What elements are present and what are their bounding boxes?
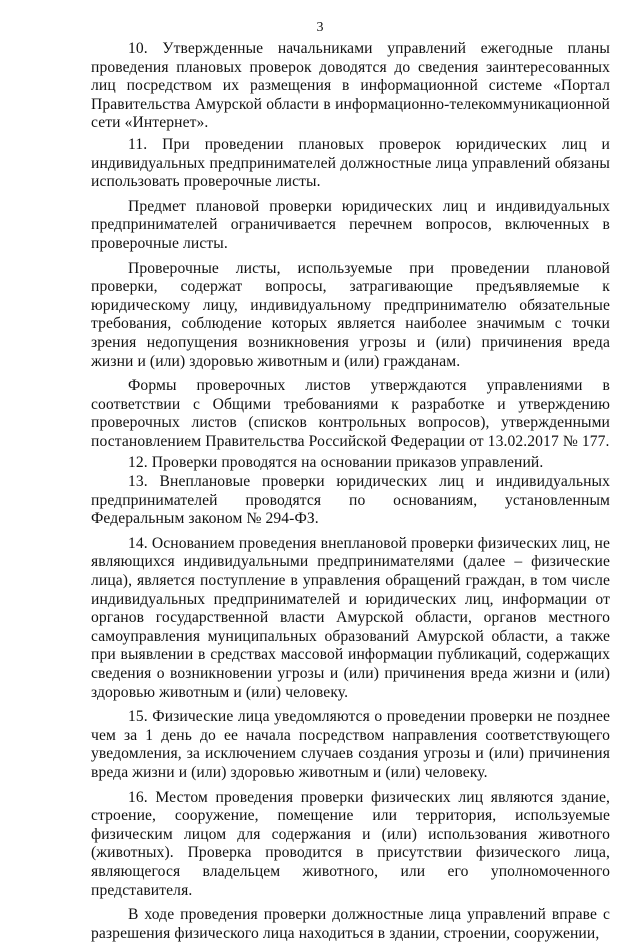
paragraph-13-unscheduled-inspections: 13. Внеплановые проверки юридических лиц и индивидуальных предпринимателей проводятся по основаниям, установленным Федеральным законом № 294-ФЗ. [91, 473, 610, 528]
paragraph-15-notification: 15. Физические лица уведомляются о проведении проверки не позднее чем за 1 день до ее начала посредством направления соответствующего уведомления, за исключением случаев создания угрозы и (или) причинения вреда жизни и (или) здоровью животным и (или) человеку. [91, 708, 610, 781]
paragraph-10-annual-plans: 10. Утвержденные начальниками управлений ежегодные планы проведения плановых проверок доводятся до сведения заинтересованных лиц посредством их размещения в информационной системе «Портал Правительства Амурской области в информационно-телекоммуникационной сети «Интернет». [91, 40, 610, 132]
paragraph-checklist-forms: Формы проверочных листов утверждаются управлениями в соответствии с Общими требованиями к разработке и утверждению проверочных листов (списков контрольных вопросов), утвержденными постановлением Правительства Российской Федерации от 13.02.2017 № 177. [91, 377, 610, 450]
paragraph-16-place-of-inspection: 16. Местом проведения проверки физических лиц являются здание, строение, сооружение, помещение или территория, используемые физическим лицом для содержания и (или) использования животного (животных). Проверка проводится в присутствии физического лица, являющегося владельцем животного, или его уполномоченного представителя. [91, 788, 610, 899]
paragraph-during-inspection: В ходе проведения проверки должностные лица управлений вправе с разрешения физического лица находиться в здании, строении, сооружении, [91, 906, 610, 942]
document-body [91, 40, 610, 943]
page-number: 3 [316, 20, 324, 35]
paragraph-11-checklists: 11. При проведении плановых проверок юридических лиц и индивидуальных предпринимателей должностные лица управлений обязаны использовать проверочные листы. [91, 135, 610, 191]
paragraph-subject-of-inspection: Предмет плановой проверки юридических лиц и индивидуальных предпринимателей ограничивается перечнем вопросов, включенных в проверочные листы. [91, 197, 610, 252]
paragraph-12-orders: 12. Проверки проводятся на основании приказов управлений. [128, 454, 544, 472]
paragraph-checklist-contents: Проверочные листы, используемые при проведении плановой проверки, содержат вопросы, затрагивающие предъявляемые к юридическому лицу, индивидуальному предпринимателю обязательные требования, соблюдение которых является наиболее значимым с точки зрения недопущения возникновения угрозы и (или) причинения вреда жизни и (или) здоровью животным и (или) гражданам. [91, 259, 610, 370]
paragraph-14-grounds: 14. Основанием проведения внеплановой проверки физических лиц, не являющихся индивидуальными предпринимателями (далее – физические лица), является поступление в управления обращений граждан, в том числе индивидуальных предпринимателей и юридических лиц, информации от органов государственной власти Амурской области, органов местного самоуправления муниципальных образований Амурской области, а также при выявлении в средствах массовой информации публикаций, содержащих сведения о возникновении угрозы и (или) причинения вреда жизни и (или) здоровью животным и (или) человеку. [91, 534, 610, 701]
